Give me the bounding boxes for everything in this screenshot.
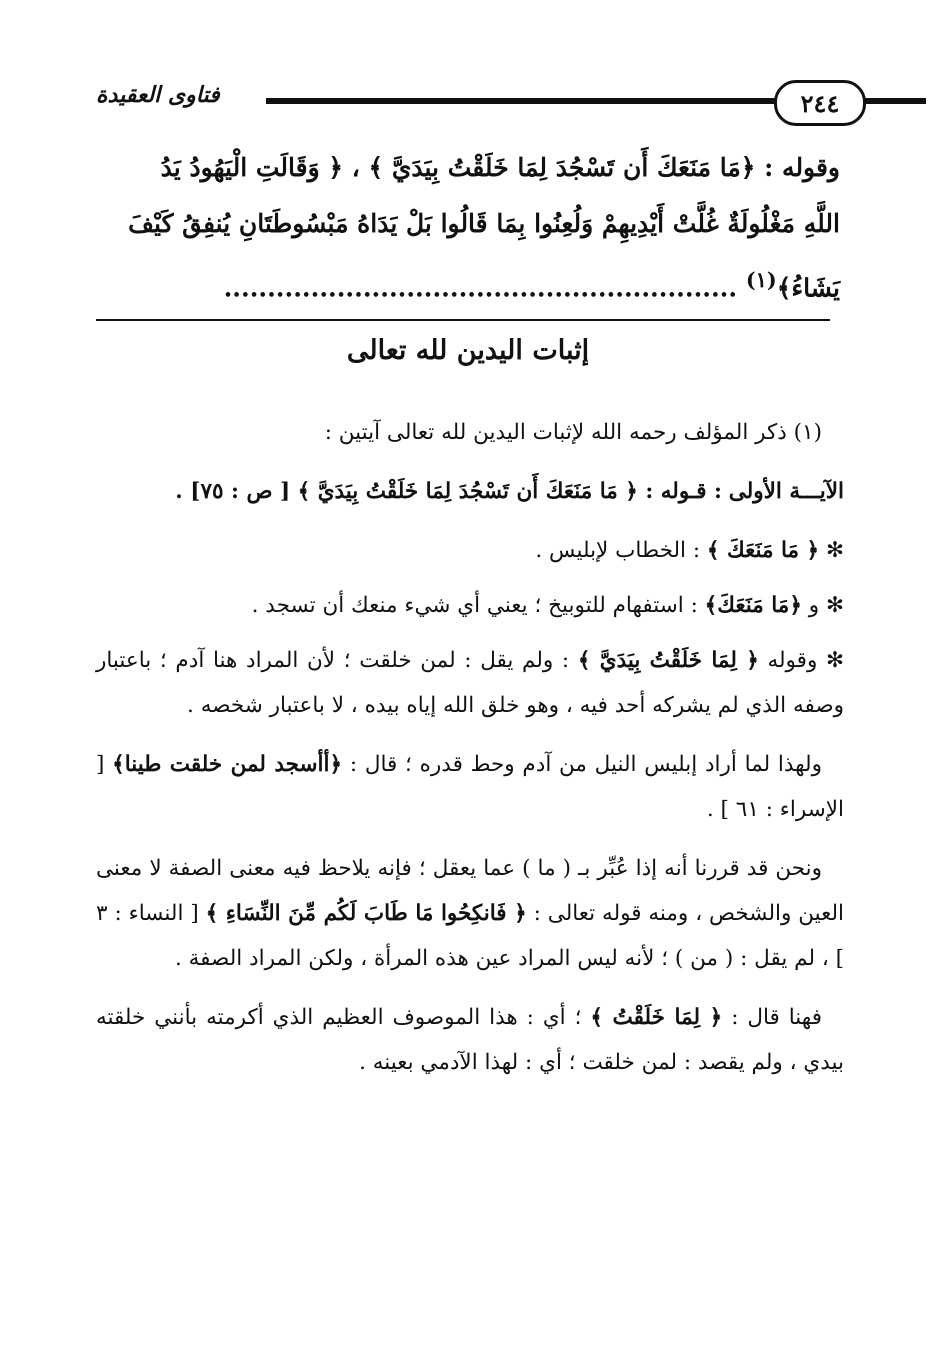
dotted-leader: ...........................................................	[223, 273, 738, 303]
paragraph-8-text-a: فهنا قال :	[731, 1005, 822, 1030]
paragraph-8	[96, 995, 844, 1085]
bullet-icon: ✻	[825, 593, 844, 618]
book-title: فتاوى العقيدة	[96, 82, 220, 108]
paragraph-2	[96, 469, 844, 514]
paragraph-3-quote: ﴿ مَا مَنَعَكَ ﴾	[706, 538, 820, 563]
paragraph-7-text-a: ونحن قد قررنا أنه إذا عُبِّر بـ ( ما ) عما يعقل ؛ فإنه يلاحظ فيه معنى الصفة لا معنى العين والشخص ، ومنه قوله تعالى :	[96, 856, 844, 926]
section-separator	[96, 319, 830, 321]
quote-line-1: وقوله : ﴿مَا مَنَعَكَ أَن تَسْجُدَ لِمَا خَلَقْتُ بِيَدَيَّ ﴾ ، ﴿ وَقَالَتِ الْيَهُودُ يَدُ	[160, 153, 840, 182]
paragraph-5-text: : ولم يقل : لمن خلقت ؛ لأن المراد هنا آدم ؛ باعتبار وصفه الذي لم يشركه أحد فيه ، وهو خلق الله إياه بيده ، لا باعتبار شخصه .	[96, 648, 844, 718]
footnote-ref: (١)	[745, 267, 777, 292]
header-rule-left	[266, 98, 786, 104]
paragraph-6-text-b: [ الإسراء : ٦١ ] .	[96, 752, 844, 822]
paragraph-6-text-a: ولهذا لما أراد إبليس النيل من آدم وحط قدره ؛ قال :	[349, 752, 822, 777]
paragraph-3	[96, 528, 844, 573]
quote-line-2: اللَّهِ مَغْلُولَةٌ غُلَّتْ أَيْدِيهِمْ وَلُعِنُوا بِمَا قَالُوا بَلْ يَدَاهُ مَبْسُوطَتَانِ يُنفِقُ كَيْفَ	[128, 209, 840, 238]
paragraph-4: ✻ و ﴿مَا مَنَعَكَ﴾ : استفهام للتوبيخ ؛ يعني أي شيء منعك أن تسجد .	[251, 593, 844, 618]
paragraph-5-quote: ﴿ لِمَا خَلَقْتُ بِيَدَيَّ ﴾	[577, 648, 759, 673]
paragraph-4-quote: ﴿مَا مَنَعَكَ﴾	[704, 593, 802, 618]
paragraph-8-text-b: ؛ أي : هذا الموصوف العظيم الذي أكرمته بأنني خلقته بيدي ، ولم يقصد : لمن خلقت ؛ أي : لهذا الآدمي بعينه .	[96, 1005, 844, 1075]
paragraph-1-text: (١) ذكر المؤلف رحمه الله لإثبات اليدين لله تعالى آيتين :	[324, 420, 822, 445]
page-number: ٢٤٤	[774, 80, 866, 126]
paragraph-4-text: : استفهام للتوبيخ ؛ يعني أي شيء منعك أن تسجد .	[251, 593, 698, 618]
paragraph-1	[96, 410, 844, 455]
bullet-icon: ✻	[825, 648, 844, 673]
paragraph-5: ✻ وقوله ﴿ لِمَا خَلَقْتُ بِيَدَيَّ ﴾ : ولم يقل : لمن خلقت ؛ لأن المراد هنا آدم ؛ باعتبار وصفه الذي لم يشركه أحد فيه ، وهو خلق الله إياه بيده ، لا باعتبار شخصه .	[96, 648, 844, 718]
commentary-body	[96, 410, 844, 1099]
page-header	[96, 72, 840, 122]
paragraph-7-text-b: [ النساء : ٣ ] ، لم يقل : ( من ) ؛ لأنه ليس المراد عين هذه المرأة ، ولكن المراد الصفة .	[96, 901, 844, 971]
quran-quotation-block	[96, 140, 840, 316]
paragraph-6	[96, 742, 844, 832]
paragraph-7	[96, 846, 844, 981]
paragraph-2-text: : قـوله : ﴿ مَا مَنَعَكَ أَن تَسْجُدَ لِمَا خَلَقْتُ بِيَدَيَّ ﴾ [ ص : ٧٥] .	[175, 479, 722, 504]
first-verse-label: الآيـــة الأولى	[728, 479, 844, 504]
paragraph-7-quote: ﴿ فَانكِحُوا مَا طَابَ لَكُم مِّنَ النِّسَاءِ ﴾	[205, 901, 527, 926]
paragraph-6-quote: ﴿أأسجد لمن خلقت طينا﴾	[112, 752, 343, 777]
section-title: إثبات اليدين لله تعالى	[346, 335, 590, 366]
paragraph-8-quote: ﴿ لِمَا خَلَقْتُ ﴾	[590, 1005, 723, 1030]
paragraph-3-text: : الخطاب لإبليس .	[535, 538, 701, 563]
quote-line-3	[96, 252, 840, 316]
bullet-icon: ✻	[825, 538, 844, 563]
quote-line-3-text: يَشَاءُ﴾	[776, 273, 840, 303]
